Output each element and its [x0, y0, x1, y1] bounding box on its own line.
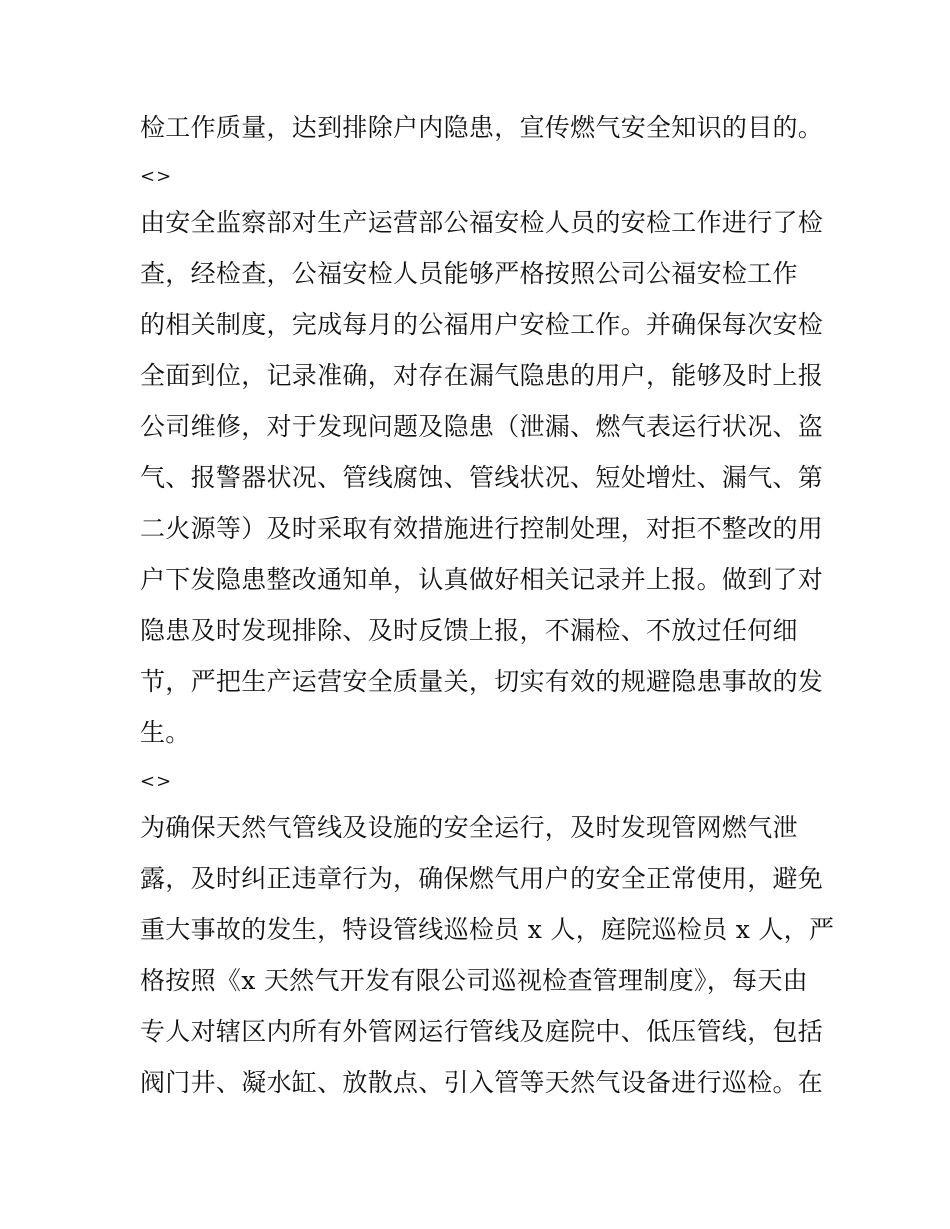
paragraph-separator: <> — [140, 166, 173, 187]
paragraph-separator: <> — [140, 771, 173, 792]
text-line: 露，及时纠正违章行为，确保燃气用户的安全正常使用，避免 — [140, 864, 824, 893]
text-line: 为确保天然气管线及设施的安全运行，及时发现管网燃气泄 — [140, 813, 798, 842]
text-line: 户下发隐患整改通知单，认真做好相关记录并上报。做到了对 — [140, 565, 824, 594]
text-line: 专人对辖区内所有外管网运行管线及庭院中、低压管线，包括 — [140, 1017, 824, 1046]
text-line: 阀门井、凝水缸、放散点、引入管等天然气设备进行巡检。在 — [140, 1068, 824, 1097]
text-line: 全面到位，记录准确，对存在漏气隐患的用户，能够及时上报 — [140, 361, 824, 390]
text-line: 重大事故的发生，特设管线巡检员 x 人，庭院巡检员 x 人，严 — [140, 915, 835, 944]
text-line: 由安全监察部对生产运营部公福安检人员的安检工作进行了检 — [140, 208, 824, 237]
text-line: 生。 — [140, 718, 191, 747]
text-line: 节，严把生产运营安全质量关，切实有效的规避隐患事故的发 — [140, 667, 824, 696]
text-line: 隐患及时发现排除、及时反馈上报，不漏检、不放过任何细 — [140, 616, 798, 645]
text-line: 格按照《x 天然气开发有限公司巡视检查管理制度》，每天由 — [140, 966, 808, 995]
text-line: 公司维修，对于发现问题及隐患（泄漏、燃气表运行状况、盗 — [140, 412, 824, 441]
text-line: 二火源等）及时采取有效措施进行控制处理，对拒不整改的用 — [140, 514, 824, 543]
text-line: 气、报警器状况、管线腐蚀、管线状况、短处增灶、漏气、第 — [140, 463, 824, 492]
text-line: 查，经检查，公福安检人员能够严格按照公司公福安检工作 — [140, 259, 798, 288]
text-line: 的相关制度，完成每月的公福用户安检工作。并确保每次安检 — [140, 310, 824, 339]
text-line: 检工作质量，达到排除户内隐患，宣传燃气安全知识的目的。 — [140, 113, 824, 142]
